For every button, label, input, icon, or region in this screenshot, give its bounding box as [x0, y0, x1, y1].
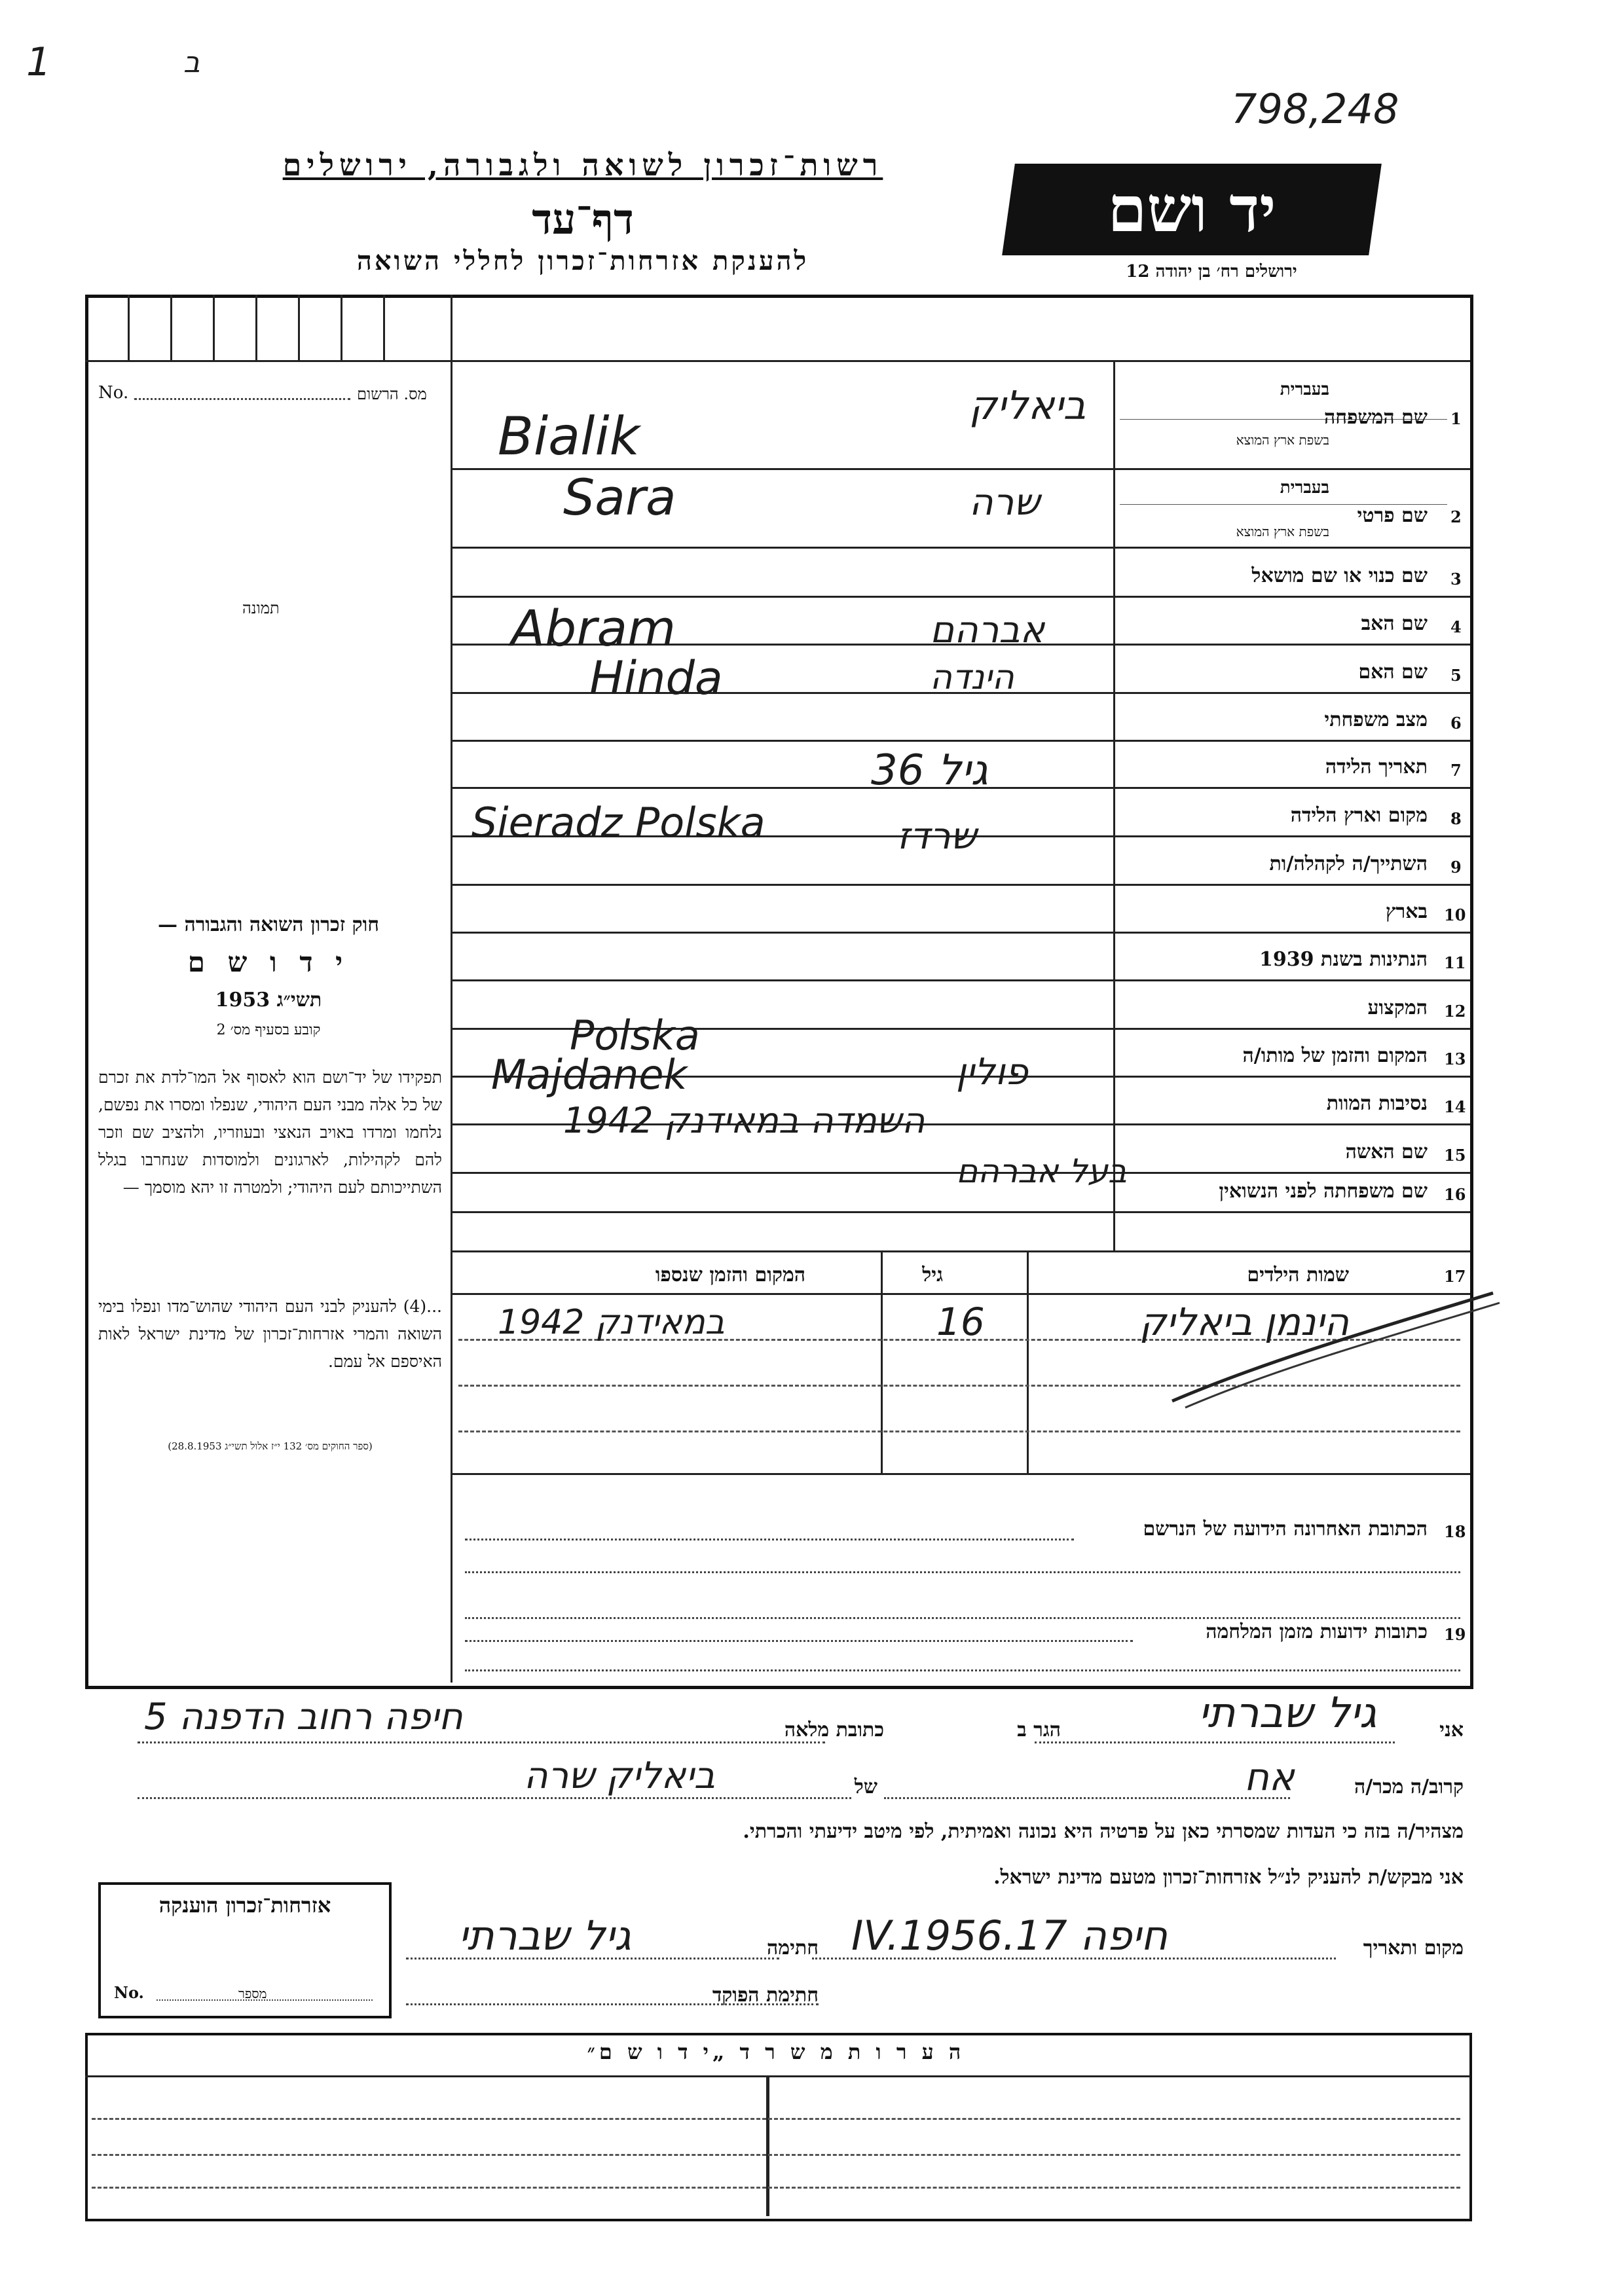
decl-resides: הגר ב — [1017, 1719, 1061, 1741]
certificate-number-label: מספר — [238, 1986, 267, 2001]
law-clause: ...(4) להעניק לבני העם היהודי שהוש־מדו ונפלו בימי השואה והמרי אזרחות־זכרון של מדינת ישראל לאות האיספם אל עמם. — [98, 1297, 442, 1371]
death-place-native: Polska — [570, 1011, 700, 1059]
section-18-number: 18 — [1444, 1522, 1466, 1541]
decl-line-1: מצהיר/ה בזה כי העדות שמסרתי כאן על פרטיה היא נכונה ואמיתית, לפי מיטב ידיעתי והכרתי. — [743, 1820, 1464, 1843]
mother-hebrew: הינדה — [930, 658, 1014, 697]
children-col-names: שמות הילדים — [1247, 1264, 1349, 1286]
father-hebrew: אברהם — [930, 609, 1045, 651]
death-circumstances: השמדה במאידנק 1942 — [563, 1100, 925, 1141]
child-place: במאידנק 1942 — [498, 1303, 725, 1342]
decl-relation-value: אח — [1244, 1755, 1295, 1799]
law-text: תפקידו של יד־ושם הוא לאסוף אל המו־לדת את זכרם של כל אלה מבני העם היהודי, שנפלו ומסרו את נפשם, נלחמו ומרדו באויב הנאצי ובעוזריו, ולהציב שם וזכר להם לקהילות, לארגונים ולמוסדות שנחרבו בגלל השתייכותם לעם היהודי; ולמטרה זו יהא מוסמך — — [98, 1068, 442, 1197]
decl-of-label: של — [854, 1776, 877, 1798]
field-4-label: שם האב — [1361, 612, 1428, 635]
children-col-place: המקום והזמן שנספו — [655, 1264, 805, 1286]
field-2-hebrew-label: בעברית — [1280, 478, 1329, 498]
child-strikethrough — [1166, 1283, 1506, 1414]
field-5-number: 5 — [1450, 666, 1462, 685]
place-date-value: חיפה 17.IV.1956 — [851, 1912, 1168, 1959]
field-2-number: 2 — [1450, 507, 1462, 526]
firstname-hebrew: שרה — [969, 481, 1040, 524]
field-6-number: 6 — [1450, 714, 1462, 733]
certificate-title: אזרחות־זכרון הוענקה — [158, 1893, 331, 1918]
field-3-number: 3 — [1450, 570, 1462, 589]
field-9-label: השתייך/ה לקהלה/ות — [1269, 852, 1428, 875]
father-native: Abram — [511, 599, 676, 657]
registration-label: מס. הרשום — [357, 385, 427, 403]
declarant-name: גיל שברתי — [1198, 1689, 1377, 1738]
institution-name: רשות־זכרון לשואה ולגבורה, ירושלים — [282, 147, 883, 183]
certificate-box — [98, 1882, 392, 2018]
form-title: דף־עד — [532, 195, 634, 244]
child-name: הינמן ביאליק — [1139, 1300, 1350, 1344]
field-14-number: 14 — [1444, 1097, 1466, 1116]
photo-label: תמונה — [242, 599, 280, 617]
decl-relative-label: קרוב/ה מכר/ה — [1354, 1776, 1464, 1798]
decl-of-value: ביאליק שרה — [524, 1755, 716, 1797]
field-11-number: 11 — [1444, 953, 1466, 972]
no-label: No. — [98, 383, 129, 403]
signature-label: חתימה — [767, 1937, 819, 1959]
birthplace-hebrew: שרדז — [897, 815, 977, 858]
field-8-number: 8 — [1450, 809, 1462, 828]
field-2-native-label: בשפת ארץ המוצא — [1236, 524, 1329, 539]
field-16-number: 16 — [1444, 1185, 1466, 1204]
field-1-number: 1 — [1450, 409, 1462, 428]
mother-native: Hinda — [589, 651, 723, 705]
surname-hebrew: ביאליק — [969, 383, 1086, 429]
section-19-number: 19 — [1444, 1625, 1466, 1644]
law-name: י ד ו ש ם — [187, 946, 350, 978]
decl-address-value: חיפה רחוב הדפנה 5 — [144, 1696, 463, 1738]
surname-native: Bialik — [498, 406, 640, 467]
field-3-label: שם כנוי או שם מושאל — [1251, 564, 1428, 587]
decl-line-2: אני מבקש/ת להעניק לנ״ל אזרחות־זכרון מטעם מדינת ישראל. — [993, 1866, 1464, 1889]
child-age: 16 — [936, 1300, 985, 1344]
age-value: גיל 36 — [871, 746, 988, 795]
field-4-number: 4 — [1450, 617, 1462, 636]
field-2-label: שם פרטי — [1357, 504, 1428, 527]
field-7-label: תאריך הלידה — [1325, 756, 1428, 778]
section-18-label: הכתובת האחרונה הידועה של הנרשם — [1143, 1518, 1428, 1540]
logo-text: יד ושם — [1107, 172, 1276, 246]
death-place-hebrew: פולין — [956, 1051, 1028, 1093]
law-section: קובע בסעיף מס׳ 2 — [216, 1022, 321, 1038]
field-15-number: 15 — [1444, 1146, 1466, 1165]
officer-label: חתימת הפוקד — [712, 1984, 819, 2007]
birthplace-native: Sieradz Polska — [471, 799, 766, 847]
field-9-number: 9 — [1450, 858, 1462, 877]
law-year: תשי״ג 1953 — [215, 989, 322, 1011]
field-10-number: 10 — [1444, 905, 1466, 924]
field-1-label: שם המשפחה — [1323, 406, 1428, 429]
death-place-native-2: Majdanek — [491, 1051, 688, 1099]
field-15-label: שם האשה — [1345, 1140, 1428, 1163]
wife-name: בעל אברהם — [956, 1152, 1127, 1190]
field-12-label: המקצוע — [1367, 996, 1428, 1019]
decl-address-label: כתובת מלאה — [784, 1719, 884, 1741]
decl-ani: אני — [1439, 1719, 1464, 1741]
field-6-label: מצב משפחתי — [1324, 708, 1428, 731]
signature-value: גיל שברתי — [458, 1912, 631, 1959]
field-13-label: המקום והזמן של מותו/ה — [1242, 1044, 1428, 1067]
field-5-label: שם האם — [1358, 661, 1428, 683]
corner-mark: 1 — [26, 39, 52, 85]
field-11-label: הנתינות בשנת 1939 — [1259, 948, 1428, 971]
field-7-number: 7 — [1450, 761, 1462, 780]
section-19-label: כתובות ידועות מזמן המלחמה — [1206, 1620, 1428, 1643]
field-1-hebrew-label: בעברית — [1280, 380, 1329, 399]
children-number: 17 — [1444, 1267, 1466, 1286]
field-14-label: נסיבות המוות — [1326, 1092, 1428, 1115]
field-16-label: שם משפחתה לפני הנשואין — [1219, 1180, 1428, 1203]
office-notes-title: ה ע ר ו ת מ ש ר ד „י ד ו ש ם״ — [587, 2039, 965, 2064]
firstname-native: Sara — [563, 468, 676, 526]
law-title: חוק זכרון השואה והגבורה — — [158, 913, 379, 936]
field-8-label: מקום וארץ הלידה — [1290, 804, 1428, 827]
corner-mark-2: ב — [183, 46, 200, 79]
field-12-number: 12 — [1444, 1002, 1466, 1021]
logo — [1002, 164, 1382, 255]
place-date-label: מקום ותאריך — [1363, 1937, 1464, 1959]
field-10-label: בארץ — [1385, 900, 1428, 923]
children-col-age: גיל — [922, 1264, 943, 1286]
field-1-native-label: בשפת ארץ המוצא — [1236, 432, 1329, 448]
logo-address: ירושלים רח׳ בן יהודה 12 — [1126, 262, 1297, 282]
form-subtitle: להענקת אזרחות־זכרון לחללי השואה — [356, 246, 809, 276]
certificate-no: No. — [114, 1983, 144, 2002]
archive-number: 798,248 — [1231, 85, 1399, 133]
law-footnote: (ספר החוקים מס׳ 132 י״ז אלול תשי״ג 28.8.1953) — [168, 1440, 373, 1452]
field-13-number: 13 — [1444, 1049, 1466, 1068]
